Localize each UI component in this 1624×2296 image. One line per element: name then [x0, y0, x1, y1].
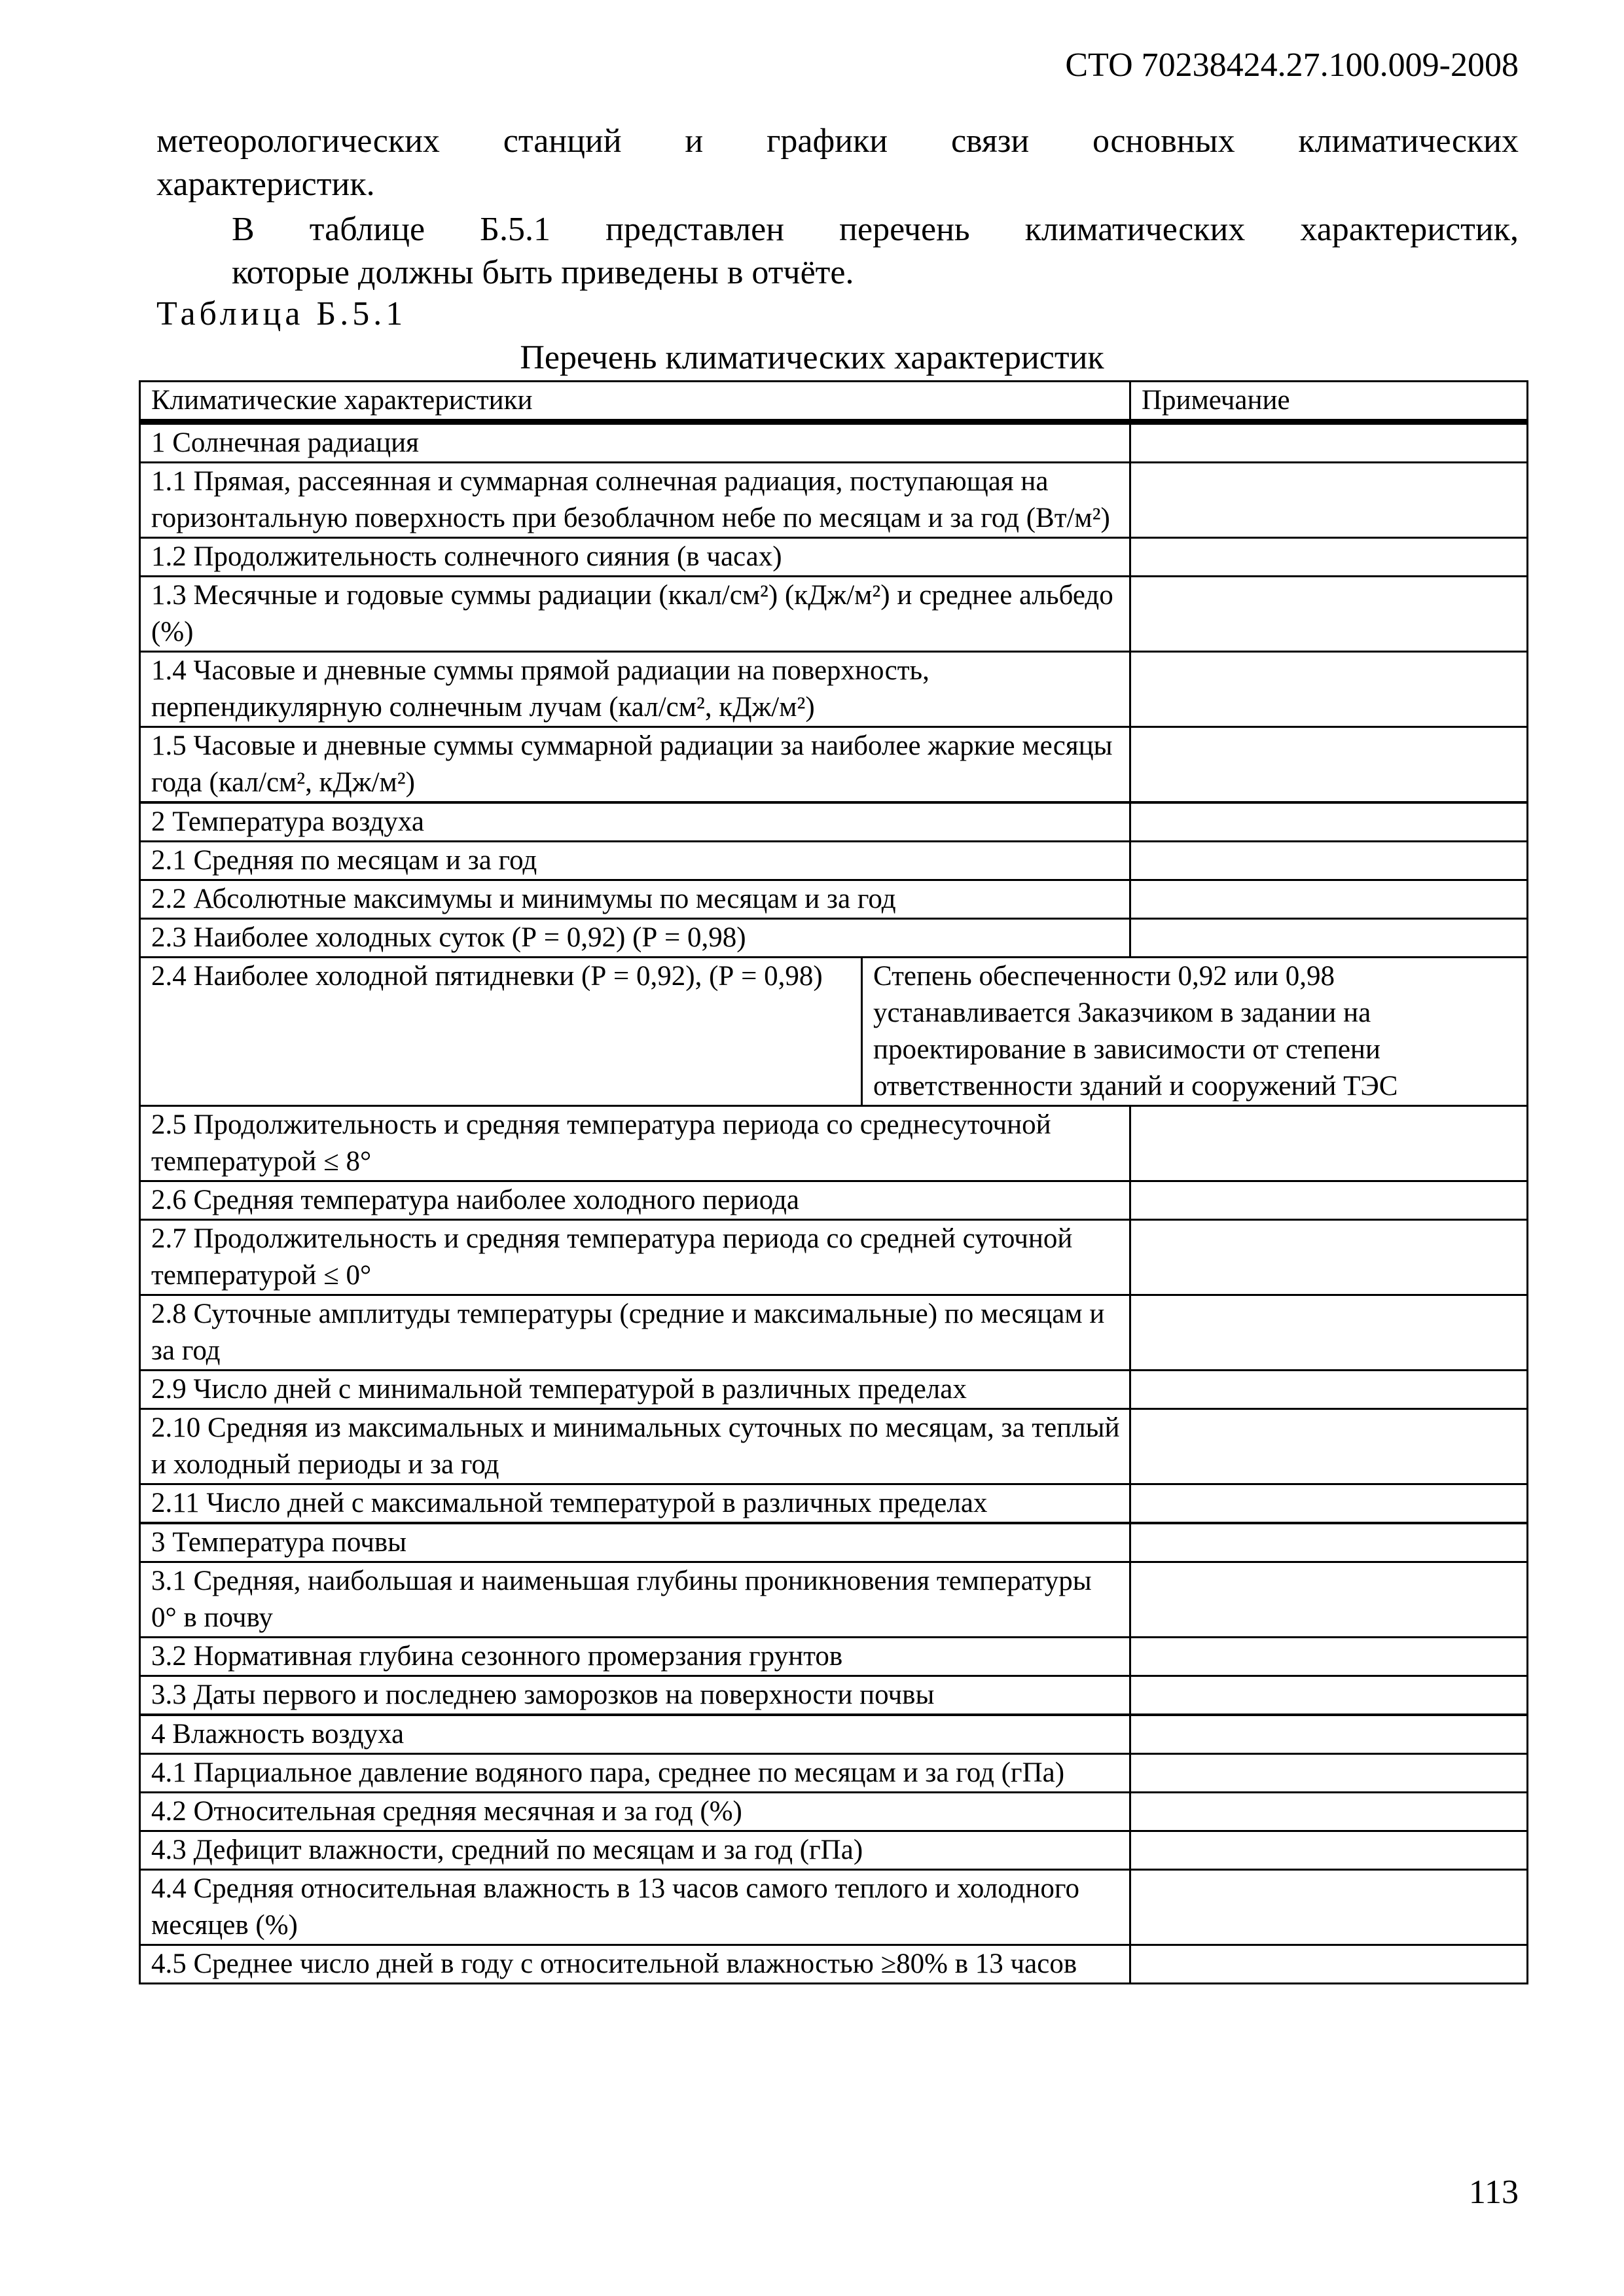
characteristic-cell: 4.2 Относительная средняя месячная и за год (%) — [140, 1793, 1130, 1831]
table-row — [140, 1371, 1528, 1409]
note-cell — [1130, 1523, 1528, 1562]
characteristic-cell: 2 Температура воздуха — [140, 802, 1130, 842]
table-row — [140, 919, 1528, 958]
table-row — [140, 422, 1528, 463]
characteristic-cell: 2.11 Число дней с максимальной температурой в различных пределах — [140, 1484, 1130, 1524]
climate-characteristics-table — [139, 380, 1528, 1984]
note-cell — [1130, 1945, 1528, 1984]
note-cell — [1130, 1870, 1528, 1945]
note-cell — [1130, 1793, 1528, 1831]
table-reference-paragraph — [156, 208, 1519, 295]
characteristic-cell: 1.4 Часовые и дневные суммы прямой радиации на поверхность, перпендикулярную солнечным лучам (кал/см², кДж/м²) — [140, 652, 1130, 727]
characteristic-cell: 1.3 Месячные и годовые суммы радиации (ккал/см²) (кДж/м²) и среднее альбедо (%) — [140, 577, 1130, 652]
table-row — [140, 1870, 1528, 1945]
characteristic-cell: 4.3 Дефицит влажности, средний по месяцам и за год (гПа) — [140, 1831, 1130, 1870]
table-row — [140, 1676, 1528, 1715]
table-row — [140, 958, 1528, 1106]
table-row — [140, 1831, 1528, 1870]
table-row — [140, 1523, 1528, 1562]
note-cell — [1130, 1371, 1528, 1409]
characteristic-cell: 2.6 Средняя температура наиболее холодного периода — [140, 1181, 1130, 1220]
note-cell — [1130, 538, 1528, 577]
table-row — [140, 577, 1528, 652]
reference-line-1: В таблице Б.5.1 представлен перечень климатических характеристик, — [232, 211, 1519, 248]
table-row — [140, 1945, 1528, 1984]
characteristic-cell: 3.3 Даты первого и последнею заморозков на поверхности почвы — [140, 1676, 1130, 1715]
note-cell — [1130, 463, 1528, 538]
note-cell — [1130, 1831, 1528, 1870]
table-row — [140, 1106, 1528, 1181]
characteristic-cell: 1.2 Продолжительность солнечного сияния (в часах) — [140, 538, 1130, 577]
note-cell — [1130, 1181, 1528, 1220]
note-cell — [1130, 1220, 1528, 1295]
note-cell — [1130, 1754, 1528, 1793]
characteristic-cell: 3.1 Средняя, наибольшая и наименьшая глубины проникновения температуры 0° в почву — [140, 1562, 1130, 1638]
note-cell — [1130, 1562, 1528, 1638]
characteristic-cell: 4.4 Средняя относительная влажность в 13 часов самого теплого и холодного месяцев (%) — [140, 1870, 1130, 1945]
intro-line-2: характеристик. — [156, 166, 375, 203]
document-code: СТО 70238424.27.100.009-2008 — [1065, 46, 1519, 84]
characteristic-cell: 1 Солнечная радиация — [140, 422, 1130, 463]
note-cell — [1130, 727, 1528, 803]
note-cell — [1130, 1409, 1528, 1484]
note-cell — [1130, 1715, 1528, 1754]
note-cell — [1130, 919, 1528, 958]
header-note: Примечание — [1130, 382, 1528, 422]
table-row — [140, 1562, 1528, 1638]
note-cell — [1130, 577, 1528, 652]
note-cell — [1130, 1295, 1528, 1371]
characteristic-cell: 4.1 Парциальное давление водяного пара, среднее по месяцам и за год (гПа) — [140, 1754, 1130, 1793]
note-cell — [1130, 652, 1528, 727]
reference-line-2: которые должны быть приведены в отчёте. — [232, 254, 854, 291]
table-row — [140, 802, 1528, 842]
note-cell — [1130, 1676, 1528, 1715]
note-cell: Степень обеспеченности 0,92 или 0,98 устанавливается Заказчиком в задании на проектирование в зависимости от степени ответственности зданий и сооружений ТЭС — [862, 958, 1528, 1106]
page-number: 113 — [1468, 2174, 1519, 2211]
characteristic-cell: 2.1 Средняя по месяцам и за год — [140, 842, 1130, 880]
characteristic-cell: 4 Влажность воздуха — [140, 1715, 1130, 1754]
characteristic-cell: 3.2 Нормативная глубина сезонного промерзания грунтов — [140, 1638, 1130, 1676]
table-row — [140, 1754, 1528, 1793]
table-row — [140, 1220, 1528, 1295]
table-row — [140, 1181, 1528, 1220]
note-cell — [1130, 1106, 1528, 1181]
characteristic-cell: 4.5 Среднее число дней в году с относительной влажностью ≥80% в 13 часов — [140, 1945, 1130, 1984]
table-row — [140, 880, 1528, 919]
note-cell — [1130, 1484, 1528, 1524]
table-row — [140, 1484, 1528, 1524]
note-cell — [1130, 802, 1528, 842]
note-cell — [1130, 422, 1528, 463]
characteristic-cell: 2.2 Абсолютные максимумы и минимумы по месяцам и за год — [140, 880, 1130, 919]
table-row — [140, 538, 1528, 577]
table-row — [140, 727, 1528, 803]
characteristic-cell: 3 Температура почвы — [140, 1523, 1130, 1562]
characteristic-cell: 2.4 Наиболее холодной пятидневки (Р = 0,92), (Р = 0,98) — [140, 958, 862, 1106]
table-row — [140, 1715, 1528, 1754]
table-title: Перечень климатических характеристик — [520, 339, 1104, 376]
intro-line-1: метеорологических станций и графики связи основных климатических — [156, 122, 1519, 160]
note-cell — [1130, 1638, 1528, 1676]
table-label: Таблица Б.5.1 — [156, 295, 407, 332]
characteristic-cell: 2.7 Продолжительность и средняя температура периода со средней суточной температурой ≤ 0° — [140, 1220, 1130, 1295]
intro-paragraph — [156, 120, 1519, 206]
characteristic-cell: 2.8 Суточные амплитуды температуры (средние и максимальные) по месяцам и за год — [140, 1295, 1130, 1371]
table-row — [140, 463, 1528, 538]
table-row — [140, 842, 1528, 880]
note-cell — [1130, 842, 1528, 880]
characteristic-cell: 2.5 Продолжительность и средняя температура периода со среднесуточной температурой ≤ 8° — [140, 1106, 1130, 1181]
characteristic-cell: 2.3 Наиболее холодных суток (Р = 0,92) (Р = 0,98) — [140, 919, 1130, 958]
table-row — [140, 1295, 1528, 1371]
characteristic-cell: 1.5 Часовые и дневные суммы суммарной радиации за наиболее жаркие месяцы года (кал/см², кДж/м²) — [140, 727, 1130, 803]
characteristic-cell: 1.1 Прямая, рассеянная и суммарная солнечная радиация, поступающая на горизонтальную поверхность при безоблачном небе по месяцам и за год (Вт/м²) — [140, 463, 1130, 538]
header-characteristics: Климатические характеристики — [140, 382, 1130, 422]
characteristic-cell: 2.9 Число дней с минимальной температурой в различных пределах — [140, 1371, 1130, 1409]
table-header-row — [140, 382, 1528, 422]
note-cell — [1130, 880, 1528, 919]
table-row — [140, 652, 1528, 727]
table-row — [140, 1638, 1528, 1676]
table-row — [140, 1793, 1528, 1831]
table-row — [140, 1409, 1528, 1484]
characteristic-cell: 2.10 Средняя из максимальных и минимальных суточных по месяцам, за теплый и холодный периоды и за год — [140, 1409, 1130, 1484]
